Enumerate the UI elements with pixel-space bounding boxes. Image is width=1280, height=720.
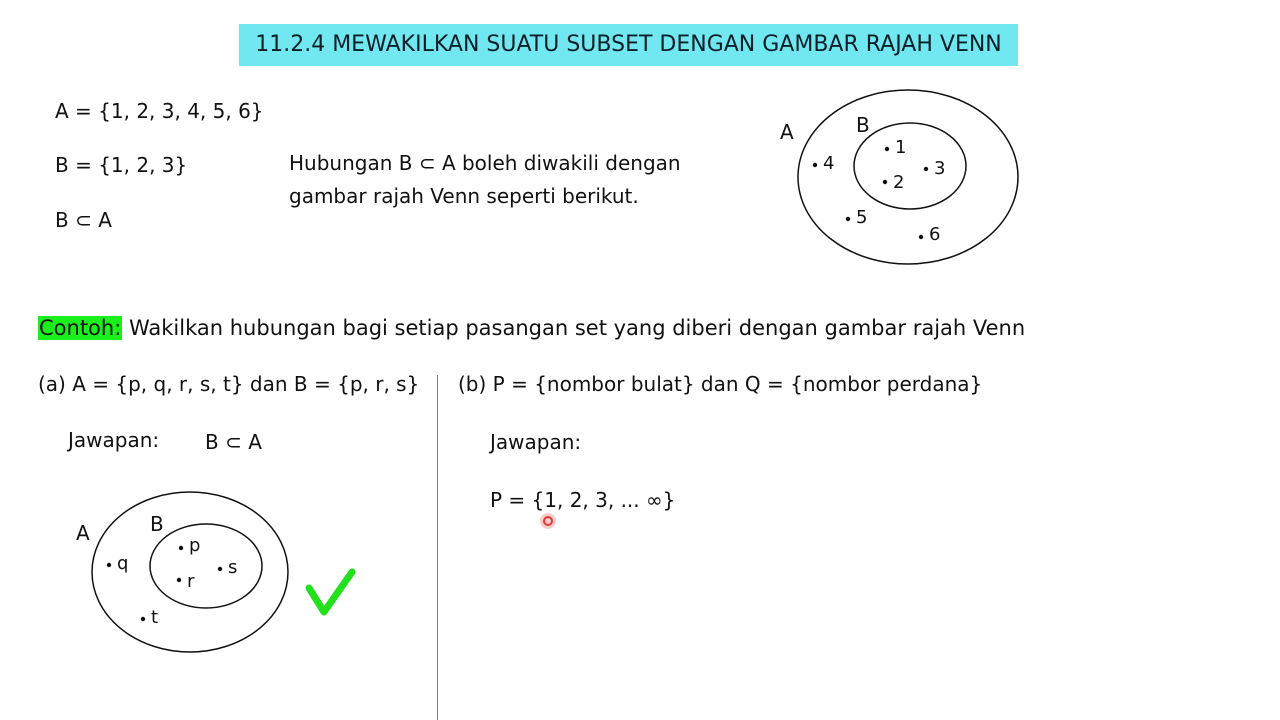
element-label: 6 — [929, 224, 941, 245]
element-dot — [883, 180, 887, 184]
venn-label-a: A — [76, 521, 90, 545]
element-dot — [846, 217, 850, 221]
pointer-cursor-icon — [538, 511, 558, 531]
part-a-answer-label: Jawapan: — [68, 428, 160, 452]
element-dot — [218, 567, 222, 571]
element-label: t — [151, 607, 159, 628]
set-b-ellipse — [854, 123, 966, 209]
venn-label-b: B — [150, 512, 164, 536]
explanation-line-2: gambar rajah Venn seperti berikut. — [289, 184, 639, 208]
element-dot — [924, 167, 928, 171]
part-a-question: (a) A = {p, q, r, s, t} dan B = {p, r, s} — [38, 372, 420, 396]
part-b-answer-label: Jawapan: — [490, 430, 582, 454]
element-label: p — [189, 535, 201, 556]
element-dot — [885, 147, 889, 151]
part-b-question: (b) P = {nombor bulat} dan Q = {nombor perdana} — [458, 372, 983, 396]
element-label: 1 — [895, 137, 907, 158]
element-dot — [177, 578, 181, 582]
subset-relation: B ⊂ A — [55, 208, 112, 232]
part-a-answer: B ⊂ A — [205, 430, 262, 454]
element-dot — [107, 563, 111, 567]
element-dot — [813, 163, 817, 167]
set-a-ellipse — [798, 90, 1018, 264]
venn-diagram-top — [760, 80, 1050, 280]
element-label: 2 — [893, 172, 905, 193]
example-label: Contoh: — [39, 316, 122, 340]
page-title: 11.2.4 MEWAKILKAN SUATU SUBSET DENGAN GAMBAR RAJAH VENN — [239, 24, 1018, 66]
element-label: 3 — [934, 158, 946, 179]
example-heading — [38, 316, 1025, 340]
example-instruction: Wakilkan hubungan bagi setiap pasangan set yang diberi dengan gambar rajah Venn — [128, 316, 1026, 340]
column-divider — [437, 375, 438, 720]
venn-label-b: B — [856, 113, 870, 137]
set-b-definition: B = {1, 2, 3} — [55, 153, 188, 177]
element-dot — [919, 235, 923, 239]
part-b-working: P = {1, 2, 3, ... ∞} — [490, 488, 676, 512]
element-label: q — [117, 553, 129, 574]
venn-label-a: A — [780, 120, 794, 144]
element-dot — [179, 546, 183, 550]
set-b-ellipse — [150, 524, 262, 608]
element-label: r — [187, 571, 195, 592]
venn-diagram-part-a — [60, 480, 380, 660]
element-label: 4 — [823, 153, 835, 174]
element-label: 5 — [856, 207, 868, 228]
element-label: s — [228, 557, 238, 578]
explanation-line-1: Hubungan B ⊂ A boleh diwakili dengan — [289, 151, 681, 175]
check-mark-icon — [309, 572, 352, 612]
set-a-definition: A = {1, 2, 3, 4, 5, 6} — [55, 99, 264, 123]
element-dot — [141, 617, 145, 621]
